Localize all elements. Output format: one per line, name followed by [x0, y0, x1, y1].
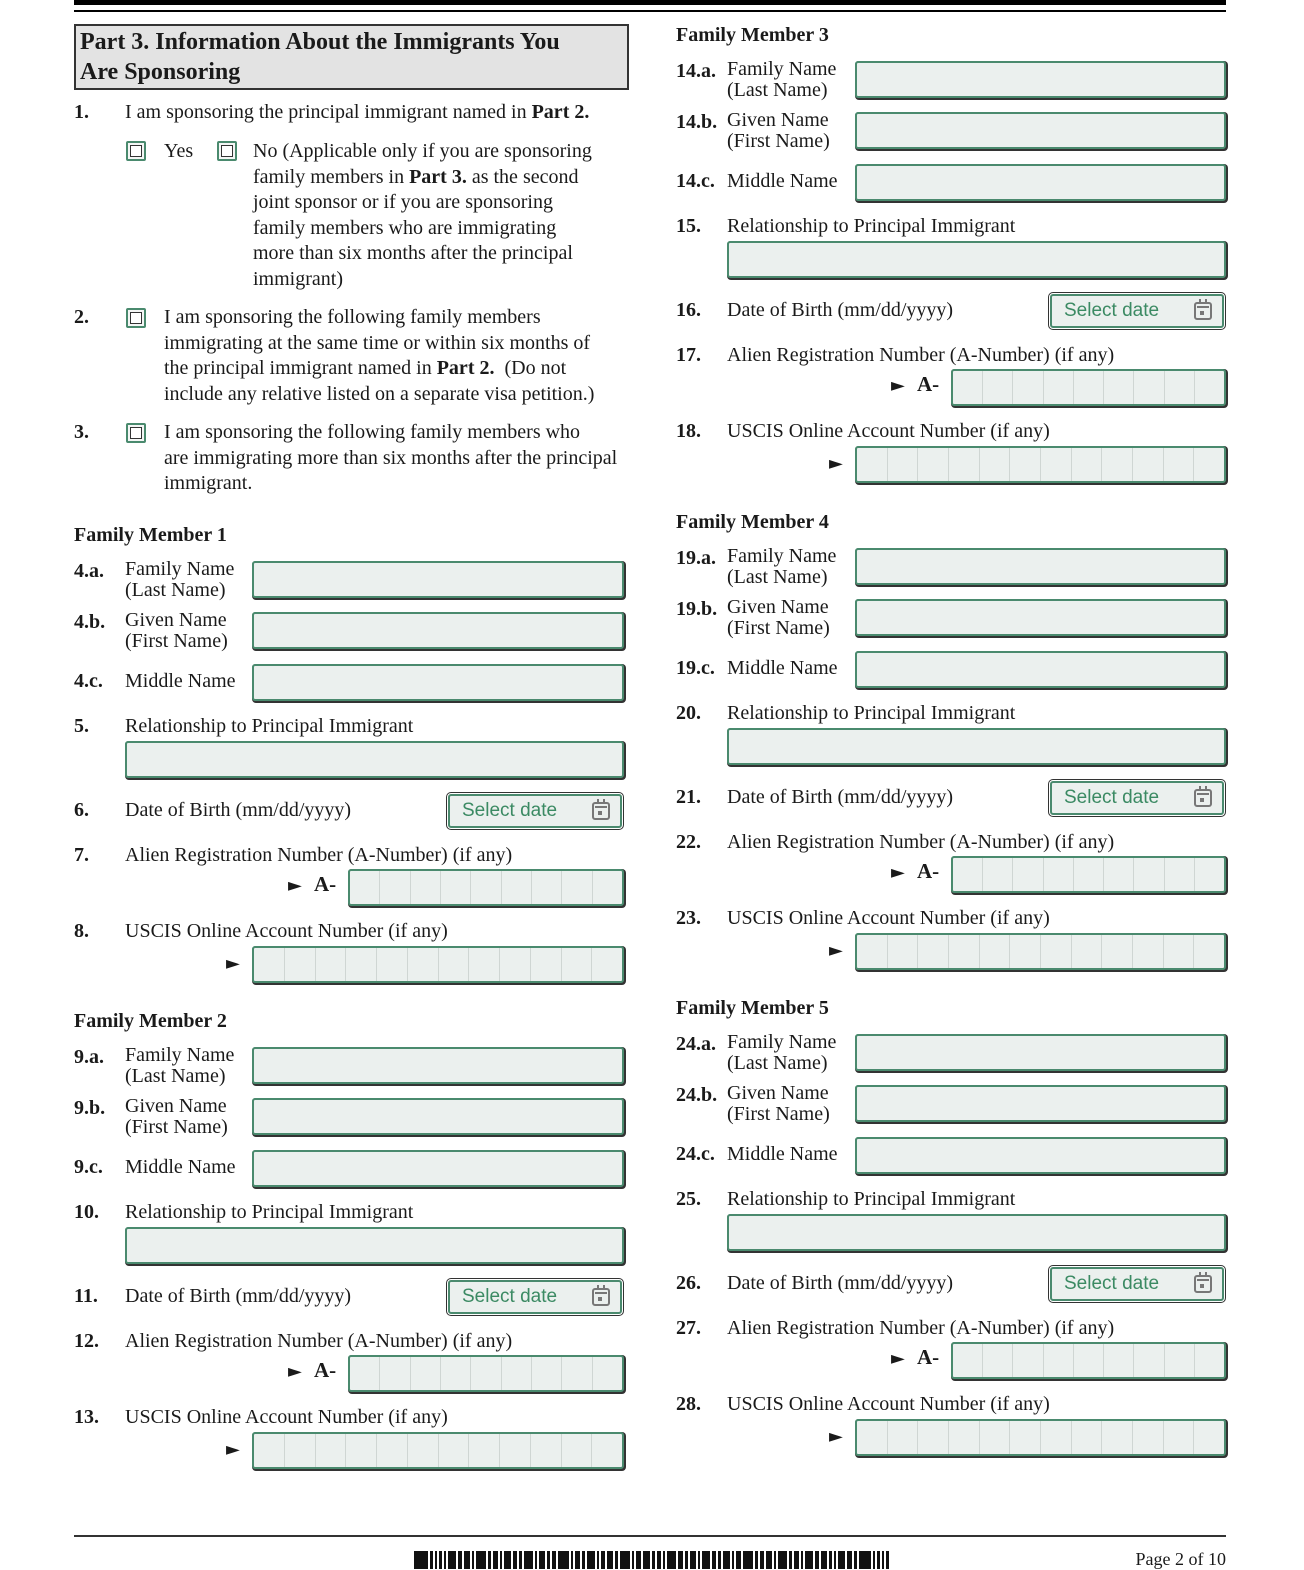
q1-no-line: joint sponsor or if you are sponsoring	[253, 191, 553, 213]
relationship-label: Relationship to Principal Immigrant	[125, 1201, 414, 1223]
label-line: (Last Name)	[727, 1052, 828, 1074]
middle-name-label: Middle Name	[727, 170, 838, 192]
part-3-heading-line1: Part 3. Information About the Immigrants You	[80, 29, 560, 55]
family-name-input[interactable]	[855, 61, 1226, 98]
q1-yes-label: Yes	[164, 140, 194, 162]
date-of-birth-label: Date of Birth (mm/dd/yyyy)	[727, 786, 954, 808]
item-number: 23.	[676, 907, 701, 929]
q1-number: 1.	[74, 101, 89, 123]
middle-name-input[interactable]	[252, 1150, 624, 1187]
q3-checkbox[interactable]	[126, 423, 146, 443]
date-of-birth-picker[interactable]	[448, 794, 622, 828]
label-line: Family Name	[727, 58, 837, 80]
a-number-input[interactable]	[951, 369, 1226, 406]
q1-no-line: immigrant)	[253, 267, 343, 290]
q2-line: include any relative listed on a separate visa petition.)	[164, 382, 595, 405]
family-name-label	[727, 546, 836, 588]
family-name-label	[125, 559, 234, 601]
middle-name-input[interactable]	[855, 164, 1226, 201]
q3-number: 3.	[74, 421, 89, 443]
date-of-birth-label: Date of Birth (mm/dd/yyyy)	[727, 1272, 954, 1294]
q2-text	[164, 305, 594, 407]
given-name-input[interactable]	[855, 1085, 1226, 1122]
item-number: 27.	[676, 1317, 701, 1339]
item-number: 17.	[676, 344, 701, 366]
label-line: Given Name	[727, 1082, 829, 1104]
item-number: 14.c.	[676, 170, 715, 192]
q1-no-label	[253, 139, 592, 292]
uscis-account-label: USCIS Online Account Number (if any)	[125, 920, 448, 942]
item-number: 24.b.	[676, 1084, 718, 1106]
date-of-birth-picker[interactable]	[448, 1280, 622, 1314]
item-number: 22.	[676, 831, 701, 853]
q1-no-line	[253, 165, 592, 191]
uscis-account-input[interactable]	[855, 1419, 1226, 1456]
label-line: Given Name	[125, 609, 227, 631]
label-line: Given Name	[727, 596, 829, 618]
q1-text-plain: I am sponsoring the principal immigrant named in	[125, 101, 527, 123]
relationship-input[interactable]	[727, 728, 1226, 765]
q1-text-bold: Part 2.	[531, 101, 590, 123]
item-number: 4.a.	[74, 560, 104, 582]
arrow-icon: ►	[226, 1439, 240, 1460]
relationship-input[interactable]	[727, 1214, 1226, 1251]
date-of-birth-label: Date of Birth (mm/dd/yyyy)	[125, 799, 352, 821]
given-name-label	[727, 110, 830, 152]
item-number: 16.	[676, 299, 701, 321]
date-placeholder: Select date	[1064, 1273, 1160, 1294]
q2-line: immigrating at the same time or within six months of	[164, 331, 591, 354]
label-line: Family Name	[727, 545, 837, 567]
date-of-birth-picker[interactable]	[1050, 781, 1224, 815]
relationship-input[interactable]	[125, 741, 624, 778]
item-number: 19.a.	[676, 547, 716, 569]
item-number: 8.	[74, 920, 89, 942]
family-name-label	[727, 1032, 836, 1074]
date-placeholder: Select date	[1064, 300, 1160, 321]
a-number-prefix: A-	[314, 1358, 337, 1382]
item-number: 15.	[676, 215, 701, 237]
uscis-account-input[interactable]	[855, 446, 1226, 483]
uscis-account-label: USCIS Online Account Number (if any)	[727, 907, 1050, 929]
q1-no-checkbox[interactable]	[217, 141, 237, 161]
a-number-prefix: A-	[314, 872, 337, 896]
item-number: 11.	[74, 1285, 98, 1307]
family-member-title: Family Member 5	[676, 997, 829, 1019]
barcode-image	[414, 1551, 974, 1569]
item-number: 7.	[74, 844, 89, 866]
q2-checkbox[interactable]	[126, 308, 146, 328]
item-number: 28.	[676, 1393, 701, 1415]
calendar-icon[interactable]	[1194, 789, 1212, 807]
relationship-input[interactable]	[727, 241, 1226, 278]
q3-line: immigrant.	[164, 472, 253, 494]
middle-name-label: Middle Name	[727, 657, 838, 679]
family-name-input[interactable]	[252, 1047, 624, 1084]
family-member-title: Family Member 4	[676, 511, 829, 533]
family-name-input[interactable]	[855, 1034, 1226, 1071]
given-name-label	[125, 1096, 228, 1138]
q2-number: 2.	[74, 306, 89, 328]
middle-name-input[interactable]	[252, 664, 624, 701]
q1-no-line: more than six months after the principal	[253, 242, 573, 264]
item-number: 4.b.	[74, 611, 106, 633]
q2-line-part: (Do not	[504, 357, 567, 379]
item-number: 14.a.	[676, 60, 716, 82]
middle-name-label: Middle Name	[125, 1156, 236, 1178]
item-number: 5.	[74, 715, 89, 737]
date-placeholder: Select date	[1064, 787, 1160, 808]
q1-no-line: family members who are immigrating	[253, 216, 557, 239]
item-number: 21.	[676, 786, 701, 808]
page-number: Page 2 of 10	[1135, 1549, 1226, 1569]
date-of-birth-picker[interactable]	[1050, 294, 1224, 328]
label-line: (First Name)	[727, 617, 830, 639]
calendar-icon[interactable]	[592, 802, 610, 820]
q2-line-part: the principal immigrant named in	[164, 357, 432, 379]
item-number: 9.a.	[74, 1046, 104, 1068]
middle-name-label: Middle Name	[125, 670, 236, 692]
q2-line: I am sponsoring the following family members	[164, 306, 541, 328]
label-line: (First Name)	[125, 630, 228, 652]
a-number-label: Alien Registration Number (A-Number) (if any)	[125, 844, 513, 866]
q1-no-line-part: as the second	[471, 165, 579, 188]
family-member-title: Family Member 1	[74, 524, 227, 546]
item-number: 6.	[74, 799, 89, 821]
a-number-label: Alien Registration Number (A-Number) (if any)	[125, 1330, 513, 1352]
relationship-input[interactable]	[125, 1227, 624, 1264]
uscis-account-label: USCIS Online Account Number (if any)	[727, 420, 1050, 442]
relationship-label: Relationship to Principal Immigrant	[727, 1188, 1016, 1210]
calendar-icon[interactable]	[592, 1288, 610, 1306]
item-number: 9.c.	[74, 1156, 103, 1178]
label-line: (Last Name)	[125, 1065, 226, 1087]
item-number: 19.b.	[676, 598, 718, 620]
family-name-label	[125, 1045, 234, 1087]
uscis-account-input[interactable]	[855, 933, 1226, 970]
label-line: (Last Name)	[727, 79, 828, 101]
arrow-icon: ►	[891, 862, 905, 883]
date-of-birth-label: Date of Birth (mm/dd/yyyy)	[125, 1285, 352, 1307]
item-number: 4.c.	[74, 670, 103, 692]
a-number-prefix: A-	[917, 1345, 940, 1369]
label-line: (First Name)	[727, 130, 830, 152]
arrow-icon: ►	[829, 453, 843, 474]
label-line: Family Name	[125, 558, 235, 580]
uscis-account-label: USCIS Online Account Number (if any)	[125, 1406, 448, 1428]
calendar-icon[interactable]	[1194, 302, 1212, 320]
arrow-icon: ►	[288, 1361, 302, 1382]
relationship-label: Relationship to Principal Immigrant	[727, 215, 1016, 237]
middle-name-input[interactable]	[855, 651, 1226, 688]
item-number: 26.	[676, 1272, 701, 1294]
a-number-prefix: A-	[917, 372, 940, 396]
given-name-input[interactable]	[855, 112, 1226, 149]
label-line: (First Name)	[125, 1116, 228, 1138]
arrow-icon: ►	[829, 1426, 843, 1447]
q2-line	[164, 356, 594, 382]
item-number: 24.c.	[676, 1143, 715, 1165]
family-member-title: Family Member 2	[74, 1010, 227, 1032]
given-name-input[interactable]	[252, 1098, 624, 1135]
given-name-input[interactable]	[252, 612, 624, 649]
top-rule-thin	[74, 10, 1226, 12]
date-of-birth-picker[interactable]	[1050, 1267, 1224, 1301]
a-number-label: Alien Registration Number (A-Number) (if any)	[727, 344, 1115, 366]
uscis-account-input[interactable]	[252, 946, 624, 983]
item-number: 18.	[676, 420, 701, 442]
q3-text	[164, 420, 617, 497]
given-name-label	[727, 597, 830, 639]
arrow-icon: ►	[226, 953, 240, 974]
q1-text	[125, 100, 589, 126]
top-rule-thick	[74, 0, 1226, 5]
part-3-heading	[74, 24, 629, 90]
label-line: Given Name	[727, 109, 829, 131]
given-name-label	[125, 610, 228, 652]
label-line: (Last Name)	[125, 579, 226, 601]
footer-rule	[74, 1535, 1226, 1537]
date-placeholder: Select date	[462, 1286, 558, 1307]
family-name-input[interactable]	[252, 561, 624, 598]
a-number-input[interactable]	[348, 869, 624, 906]
item-number: 19.c.	[676, 657, 715, 679]
item-number: 12.	[74, 1330, 99, 1352]
uscis-account-label: USCIS Online Account Number (if any)	[727, 1393, 1050, 1415]
q1-no-line: No (Applicable only if you are sponsoring	[253, 140, 592, 162]
label-line: Given Name	[125, 1095, 227, 1117]
a-number-label: Alien Registration Number (A-Number) (if any)	[727, 1317, 1115, 1339]
q3-line: I am sponsoring the following family members who	[164, 421, 581, 443]
uscis-account-input[interactable]	[252, 1432, 624, 1469]
item-number: 20.	[676, 702, 701, 724]
arrow-icon: ►	[829, 940, 843, 961]
a-number-label: Alien Registration Number (A-Number) (if any)	[727, 831, 1115, 853]
q3-line: are immigrating more than six months after the principal	[164, 446, 618, 469]
q1-no-line-part: family members in	[253, 165, 405, 188]
item-number: 10.	[74, 1201, 99, 1223]
relationship-label: Relationship to Principal Immigrant	[727, 702, 1016, 724]
q1-no-line-bold: Part 3.	[409, 165, 467, 188]
given-name-label	[727, 1083, 830, 1125]
family-member-title: Family Member 3	[676, 24, 829, 46]
a-number-input[interactable]	[348, 1355, 624, 1392]
a-number-prefix: A-	[917, 859, 940, 883]
date-of-birth-label: Date of Birth (mm/dd/yyyy)	[727, 299, 954, 321]
item-number: 25.	[676, 1188, 701, 1210]
item-number: 24.a.	[676, 1033, 716, 1055]
a-number-input[interactable]	[951, 1342, 1226, 1379]
label-line: (Last Name)	[727, 566, 828, 588]
label-line: Family Name	[125, 1044, 235, 1066]
calendar-icon[interactable]	[1194, 1275, 1212, 1293]
middle-name-input[interactable]	[855, 1137, 1226, 1174]
date-placeholder: Select date	[462, 800, 558, 821]
label-line: Family Name	[727, 1031, 837, 1053]
relationship-label: Relationship to Principal Immigrant	[125, 715, 414, 737]
label-line: (First Name)	[727, 1103, 830, 1125]
q1-yes-checkbox[interactable]	[126, 141, 146, 161]
given-name-input[interactable]	[855, 599, 1226, 636]
item-number: 9.b.	[74, 1097, 106, 1119]
item-number: 13.	[74, 1406, 99, 1428]
item-number: 14.b.	[676, 111, 718, 133]
q2-line-bold: Part 2.	[436, 357, 495, 379]
arrow-icon: ►	[891, 1348, 905, 1369]
family-name-label	[727, 59, 836, 101]
part-3-heading-line2: Are Sponsoring	[80, 59, 241, 85]
middle-name-label: Middle Name	[727, 1143, 838, 1165]
a-number-input[interactable]	[951, 856, 1226, 893]
family-name-input[interactable]	[855, 548, 1226, 585]
arrow-icon: ►	[891, 375, 905, 396]
arrow-icon: ►	[288, 875, 302, 896]
